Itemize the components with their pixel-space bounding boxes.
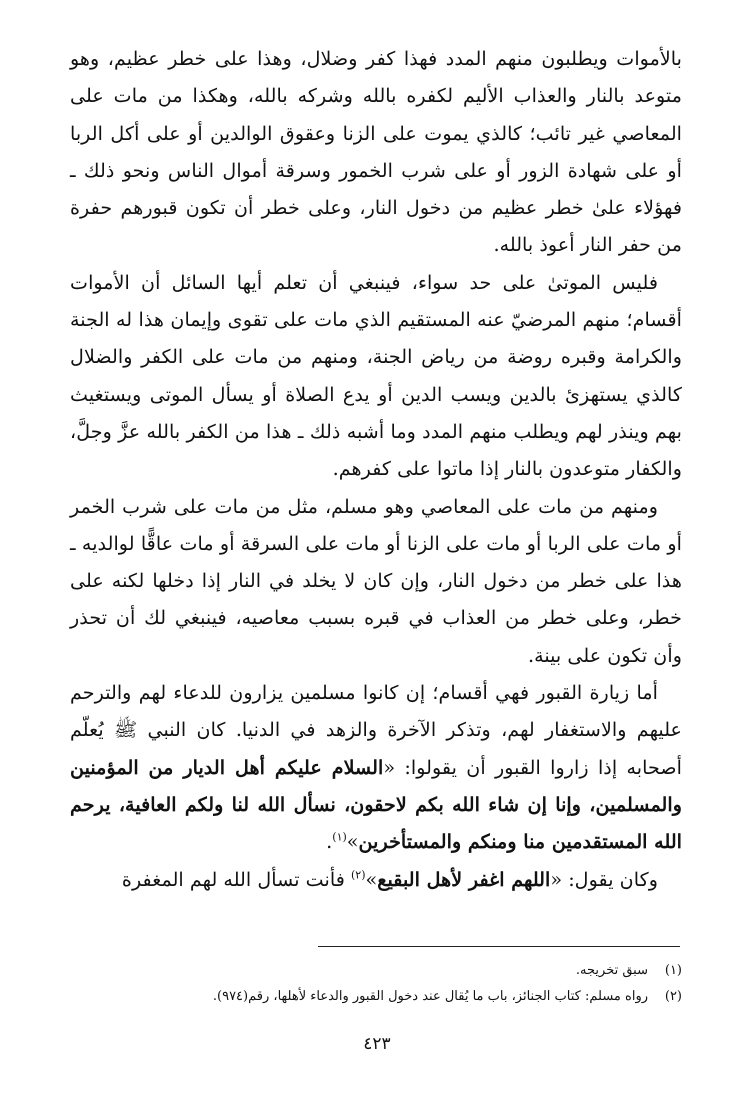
- text-run: .: [326, 830, 333, 854]
- paragraph-3: [70, 488, 682, 674]
- hadith-quote: اللهم اغفر لأهل البقيع: [377, 867, 551, 891]
- hadith-quote: السلام عليكم أهل الديار من المؤمنين والمسلمين، وإنا إن شاء الله بكم لاحقون، نسأل الله لنا ولكم العافية، يرحم الله المستقدمين منا ومنكم والمستأخرين: [70, 755, 682, 854]
- text-run: ومنهم من مات على المعاصي وهو مسلم، مثل من مات على شرب الخمر أو مات على الربا أو مات على الزنا أو مات على السرقة أو مات عاقًّا لوالديه ـ هذا على خطر من دخول النار، وإن كان لا يخلد في النار إذا دخلها لكنه على خطر، وعلى خطر من العذاب في قبره بسبب معاصيه، فينبغي لك أن تحذر وأن تكون على بينة.: [70, 494, 682, 667]
- text-run: أما زيارة القبور فهي أقسام؛ إن كانوا مسلمين يزارون للدعاء لهم والترحم عليهم والاستغفار لهم، وتذكر الآخرة والزهد في الدنيا. كان النبي ﷺ يُعلّم أصحابه إذا زاروا القبور أن يقولوا: «: [70, 681, 682, 779]
- footnote-2: [70, 984, 682, 1010]
- paragraph-1: [70, 40, 682, 264]
- footnote-reference: (١): [332, 830, 347, 844]
- footnote-number: (١): [664, 963, 682, 978]
- book-page-body: [70, 40, 682, 898]
- page-number: ٤٢٣: [363, 1034, 391, 1054]
- footnote-1: [70, 958, 682, 984]
- footnote-reference: (٢): [350, 868, 366, 882]
- footnotes: [70, 958, 682, 1010]
- text-run: فأنت تسأل الله لهم المغفرة: [121, 867, 351, 891]
- footnote-text: سبق تخريجه.: [575, 963, 648, 978]
- text-run: وكان يقول: «: [550, 867, 658, 891]
- paragraph-4: [70, 674, 682, 860]
- paragraph-2: [70, 264, 682, 488]
- footnote-text: رواه مسلم: كتاب الجنائز، باب ما يُقال عند دخول القبور والدعاء لأهلها، رقم(٩٧٤).: [212, 989, 648, 1004]
- footnote-number: (٢): [664, 989, 682, 1004]
- footnote-separator: [318, 946, 680, 947]
- text-run: »: [365, 867, 378, 891]
- paragraph-5: [70, 861, 682, 898]
- text-run: فليس الموتىٰ على حد سواء، فينبغي أن تعلم أيها السائل أن الأموات أقسام؛ منهم المرضيّ عنه المستقيم الذي مات على تقوى وإيمان هذا له الجنة والكرامة وقبره روضة من رياض الجنة، ومنهم من مات على الكفر والضلال كالذي يستهزئ بالدين ويسب الدين أو يدع الصلاة أو يسأل الموتى ويستغيث بهم وينذر لهم ويطلب منهم المدد وما أشبه ذلك ـ هذا من الكفر بالله عزَّ وجلَّ، والكفار متوعدون بالنار إذا ماتوا على كفرهم.: [70, 270, 682, 481]
- text-run: »: [346, 830, 359, 854]
- text-run: بالأموات ويطلبون منهم المدد فهذا كفر وضلال، وهذا على خطر عظيم، وهو متوعد بالنار والعذاب الأليم لكفره بالله وشركه بالله، وهكذا من مات على المعاصي غير تائب؛ كالذي يموت على الزنا وعقوق الوالدين أو على أكل الربا أو على شهادة الزور أو على شرب الخمور وسرقة أموال الناس ونحو ذلك ـ فهؤلاء علىٰ خطر عظيم من دخول النار، وعلى خطر أن تكون قبورهم حفرة من حفر النار أعوذ بالله.: [70, 47, 682, 257]
